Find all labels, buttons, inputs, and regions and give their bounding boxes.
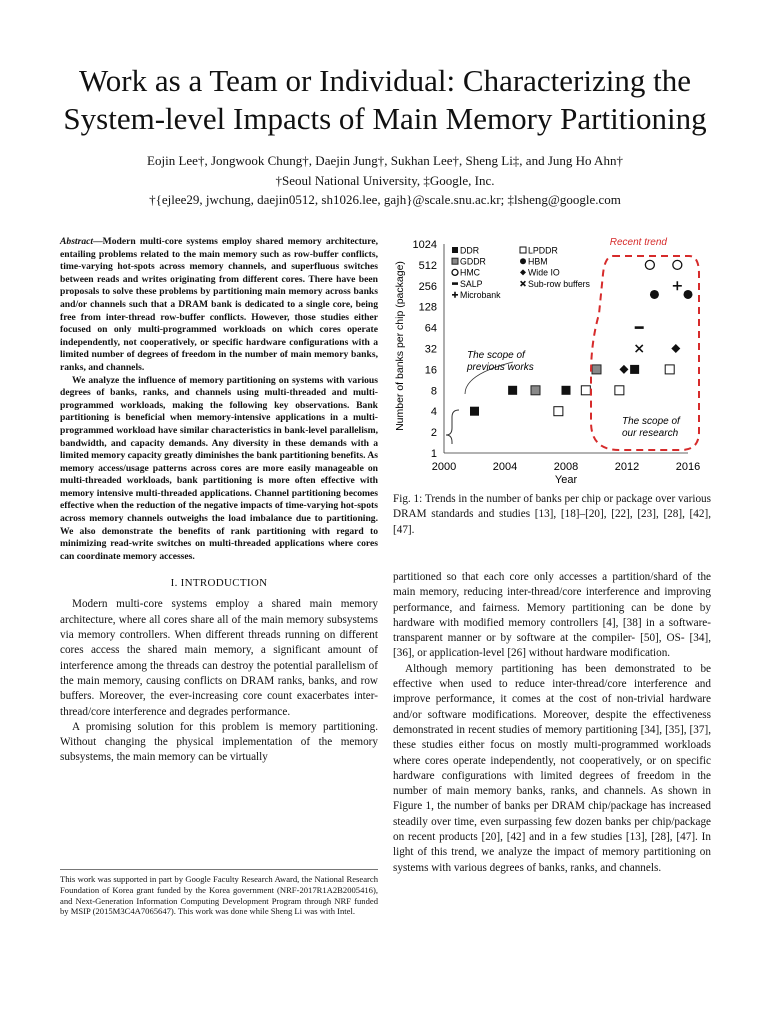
introduction-heading: I. INTRODUCTION [170, 577, 268, 590]
intro-paragraph-4: Although memory partitioning has been demonstrated to be effective when used to reduce inter-thread/core interference and improve performance, it comes at the cost of non-trivial hardware and/or software modifications. Moreover, despite the effectiveness demonstrated in recent studies of memory partitioning [34], [35], [37], these studies either focus on mostly multi-programmed workloads where cores operate independently, not cooperatively, or on specific hardware configurations with limited degrees of freedom in the number of main memory banks, ranks, and channels. As shown in Figure 1, the number of banks per DRAM chip/package has increased steadily over time, even surpassing few dozen banks per chip/package on recent products [20], [42] and in a few studies [13], [28], [47]. In light of this trend, we analyze the impact of memory partitioning on systems with various degrees of banks, ranks, and channels. [393, 662, 711, 874]
affiliations: †Seoul National University, ‡Google, Inc. [275, 173, 495, 188]
y-tick-label: 256 [418, 280, 437, 293]
data-point-gddr [531, 386, 540, 395]
data-point-ddr [470, 407, 479, 416]
data-point-ddr [508, 386, 517, 395]
x-tick-label: 2012 [614, 461, 640, 473]
legend-label: HMC [460, 267, 481, 278]
chart-legend [452, 245, 591, 300]
data-point-wide-io [671, 344, 680, 353]
x-tick-label: 2004 [492, 461, 518, 473]
paper-title [20, 62, 750, 138]
legend-label: Microbank [460, 290, 501, 301]
research-scope-label-1: The scope of [622, 416, 680, 427]
data-point-sub-row-buffers [636, 345, 643, 352]
legend-marker-wide-io [520, 269, 526, 275]
y-tick-label: 32 [424, 343, 437, 356]
x-tick-label: 2016 [675, 461, 701, 473]
recent-trend-label: Recent trend [609, 237, 667, 248]
y-axis-ticks [413, 239, 437, 460]
intro-paragraph-2: A promising solution for this problem is memory partitioning. Without changing the physical implementation of the memory subsystems, the main memory can be virtually [60, 720, 378, 764]
legend-label: LPDDR [528, 245, 558, 256]
data-point-hmc [645, 260, 654, 269]
abstract-paragraph-2: We analyze the influence of memory partitioning on systems with various degrees of banks, ranks, and channels using multi-threaded and multi-programmed workloads, making the following key observations. Bank partitioning is beneficial when memory-intensive applications in a multi-programmed workload have similar characteristics in bank-level parallelism, bandwidth, and capacity demands. Any diversity in these demands with a limited memory capacity greatly diminishes the bank partitioning benefits. As memory access/usage patterns across cores are more easily manageable on multi-threaded workloads, bank partitioning is more often effective with memory intensive multi-threaded applications. Channel partitioning becomes effective when the reduction of the negative impacts of time-varying hot-spots across memory channels outweighs the load imbalance due to partitioning. We also demonstrate the benefits of rank partitioning with regard to minimizing read-write switches on multi-threaded applications where cores can coordinate memory accesses. [60, 374, 379, 562]
legend-marker-gddr [452, 258, 458, 264]
legend-marker-hbm [520, 258, 526, 264]
y-tick-label: 8 [430, 385, 437, 398]
y-tick-label: 4 [430, 406, 437, 419]
y-tick-label: 2 [430, 427, 437, 440]
previous-scope-bracket [446, 410, 459, 444]
legend-marker-ddr [452, 247, 458, 253]
y-tick-label: 128 [418, 301, 437, 314]
data-point-ddr [562, 386, 571, 395]
data-point-microbank [673, 281, 682, 290]
legend-label: SALP [460, 278, 483, 289]
data-point-lpddr [615, 386, 624, 395]
legend-label: HBM [528, 256, 548, 267]
x-axis-ticks [432, 461, 700, 473]
legend-marker-lpddr [520, 247, 526, 253]
legend-label: GDDR [460, 256, 486, 267]
y-tick-label: 16 [424, 364, 437, 377]
abstract-lead: Abstract [60, 236, 94, 247]
legend-label: Wide IO [528, 267, 560, 278]
previous-scope-label-1: The scope of [467, 350, 525, 361]
figure-caption: Fig. 1: Trends in the number of banks per chip or package over various DRAM standards and studies [13], [18]–[20], [22], [23], [28], [42], [47]. [393, 493, 711, 536]
abstract-text-1: —Modern multi-core systems employ shared memory architecture, entailing problems related to the main memory such as row-buffer conflicts, time-varying hot-spots across memory channels, and superfluous switches between reads and writes originating from different cores. There have been proposals to solve these problems by partitioning main memory across banks and/or channels such that a DRAM bank is dedicated to a single core, being free from inter-thread row-buffer conflicts. However, those studies either focused on only multi-programmed workloads on which cores operate independently, not cooperatively, or specific hardware configurations with a limited number of degrees of freedom in the number of main memory banks, ranks, and channels. [60, 236, 378, 373]
left-column [60, 236, 378, 766]
data-point-hbm [684, 290, 693, 299]
right-column-text [393, 570, 711, 876]
data-point-lpddr [665, 365, 674, 374]
title-line-2: System-level Impacts of Main Memory Partitioning [63, 101, 707, 136]
previous-scope-label-2: previous works [467, 362, 534, 373]
data-point-wide-io [619, 365, 628, 374]
author-emails: †{ejlee29, jwchung, daejin0512, sh1026.lee, gajh}@scale.snu.ac.kr; ‡lsheng@google.com [149, 192, 621, 207]
abstract-paragraph-1 [60, 236, 378, 375]
x-tick-label: 2008 [553, 461, 579, 473]
y-tick-label: 1 [430, 448, 437, 460]
legend-marker-hmc [452, 269, 458, 275]
y-tick-label: 512 [418, 259, 437, 272]
y-tick-label: 64 [424, 322, 437, 335]
legend-marker-microbank [452, 292, 458, 298]
data-point-lpddr [581, 386, 590, 395]
y-tick-label: 1024 [412, 239, 437, 251]
legend-marker-sub-row-buffers [521, 281, 526, 286]
intro-paragraph-3: partitioned so that each core only accesses a partition/shard of the main memory, reducing inter-thread/core interference and improving performance, and fairness. Memory partitioning can be done by hardware with modified memory controllers [4], [38] in a software-transparent manner or by software at the compiler- [50], OS- [34], [36], or application-level [26] without hardware modification. [393, 571, 711, 660]
intro-paragraph-1: Modern multi-core systems employ a shared main memory architecture, where all cores share all of the main memory subsystems via memory controllers. When different threads running on different cores access the shared main memory, a significant amount of interference among the threads can destroy the potential parallelism of the main memory, causing conflicts on DRAM ranks, banks, and row buffers. Moreover, the ever-increasing core count exacerbates inter-thread/core interference and degrades performance. [60, 598, 378, 718]
data-point-hbm [650, 290, 659, 299]
figure-chart [393, 234, 711, 484]
x-axis-label: Year [554, 474, 578, 484]
data-point-gddr [592, 365, 601, 374]
legend-label: Sub-row buffers [528, 278, 590, 289]
data-point-ddr [630, 365, 639, 374]
data-point-lpddr [554, 407, 563, 416]
legend-label: DDR [460, 245, 480, 256]
y-axis-label: Number of banks per chip (package) [394, 261, 406, 431]
author-list: Eojin Lee†, Jongwook Chung†, Daejin Jung†, Sukhan Lee†, Sheng Li‡, and Jung Ho Ahn† [147, 153, 623, 168]
data-point-hmc [673, 260, 682, 269]
research-scope-label-2: our research [622, 428, 679, 439]
footnote: This work was supported in part by Google Faculty Research Award, the National Research Foundation of Korea grant funded by the Korea government (NRF-2017R1A2B2005416), and Next-Generation Information Computing Development Program through NRF funded by MSIP (2015M3C4A7065647). This work was done while Sheng Li was with Intel. [60, 869, 378, 917]
title-line-1: Work as a Team or Individual: Characterizing the [79, 63, 691, 98]
x-tick-label: 2000 [431, 461, 457, 473]
